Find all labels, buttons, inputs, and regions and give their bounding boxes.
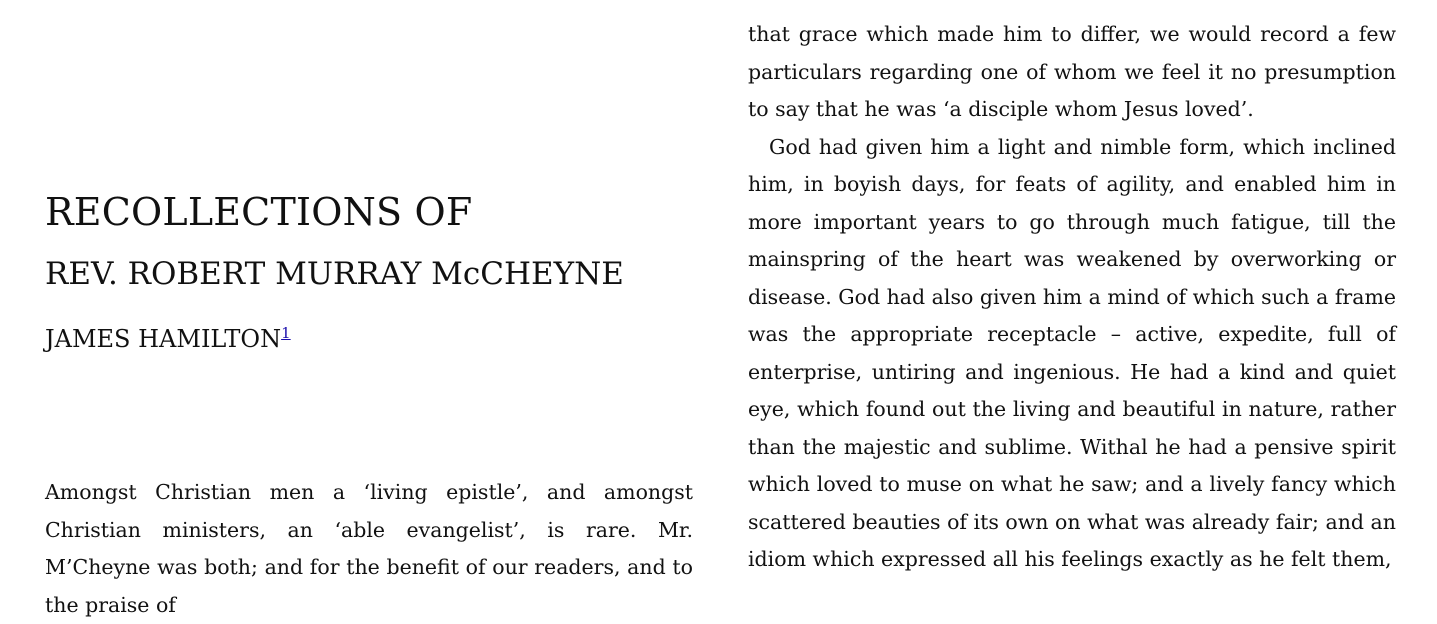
intro-paragraph-continuation: that grace which made him to differ, we would record a few particulars regarding one of whom we feel it no presumption to say that he was ‘a disciple whom Jesus loved’. [748, 22, 1396, 121]
left-column [45, 0, 693, 617]
right-text-block [748, 16, 1396, 579]
footnote-link-1[interactable]: 1 [281, 324, 291, 342]
author-name: JAMES HAMILTON [45, 325, 282, 353]
footnote-marker [281, 324, 291, 342]
intro-paragraph: Amongst Christian men a ‘living epistle’, and amongst Christian ministers, an ‘able evangelist’, is rare. Mr. M’Cheyne was both; and for the benefit of our readers, and to the praise of [45, 480, 693, 617]
title-recollections: RECOLLECTIONS OF [45, 190, 473, 234]
second-paragraph: God had given him a light and nimble form, which inclined him, in boyish days, for feats of agility, and enabled him in more important years to go through much fatigue, till the mainspring of the heart was weakened by overworking or disease. God had also given him a mind of which such a frame was the appropriate receptacle – active, expedite, full of enterprise, untiring and ingenious. He had a kind and quiet eye, which found out the living and beautiful in nature, rather than the majestic and sublime. Withal he had a pensive spirit which loved to muse on what he saw; and a lively fancy which scattered beauties of its own on what was already fair; and an idiom which expressed all his feelings exactly as he felt them, [748, 134, 1397, 571]
author-line [45, 325, 291, 354]
title-subject-name: REV. ROBERT MURRAY McCHEYNE [45, 256, 624, 292]
right-column [748, 0, 1396, 607]
